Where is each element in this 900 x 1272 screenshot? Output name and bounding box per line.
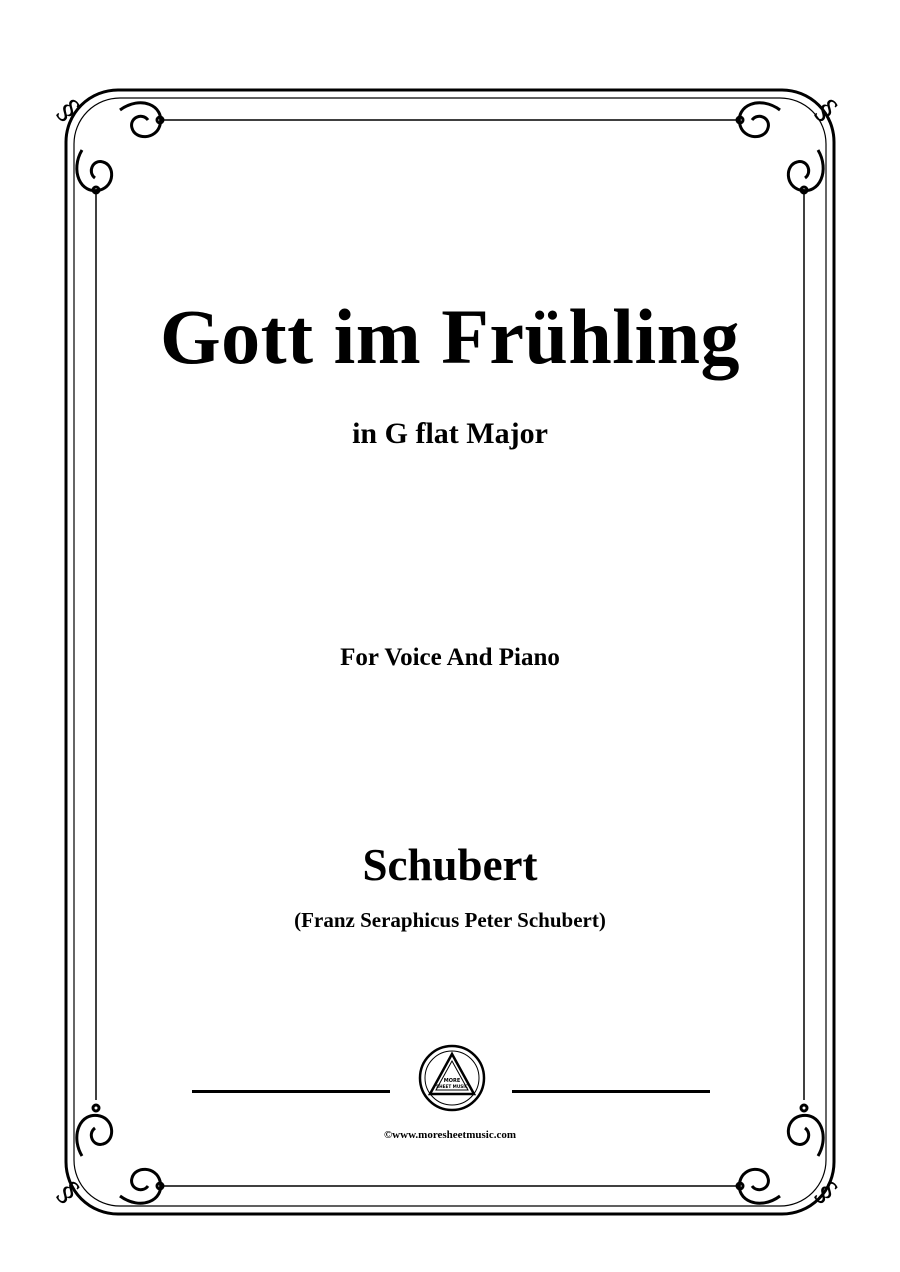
svg-text:MORE: MORE [443,1078,461,1084]
corner-flourish-icon: § [808,92,844,129]
publisher-website: ©www.moresheetmusic.com [383,1129,517,1141]
corner-flourish-icon: § [50,1174,86,1211]
footer-rule-right [512,1090,710,1093]
footer-rule-left [192,1090,390,1093]
publisher-logo-icon [417,1044,487,1112]
instrumentation-label: For Voice And Piano [340,644,560,671]
corner-flourish-icon: § [808,1174,844,1211]
composer-full-name: (Franz Seraphicus Peter Schubert) [294,908,606,932]
key-subtitle: in G flat Major [352,417,548,450]
page-title: Gott im Frühling [159,293,740,380]
corner-flourish-icon: § [50,92,86,129]
svg-text:SHEET MUSIC: SHEET MUSIC [436,1084,468,1089]
composer-name: Schubert [362,840,538,890]
